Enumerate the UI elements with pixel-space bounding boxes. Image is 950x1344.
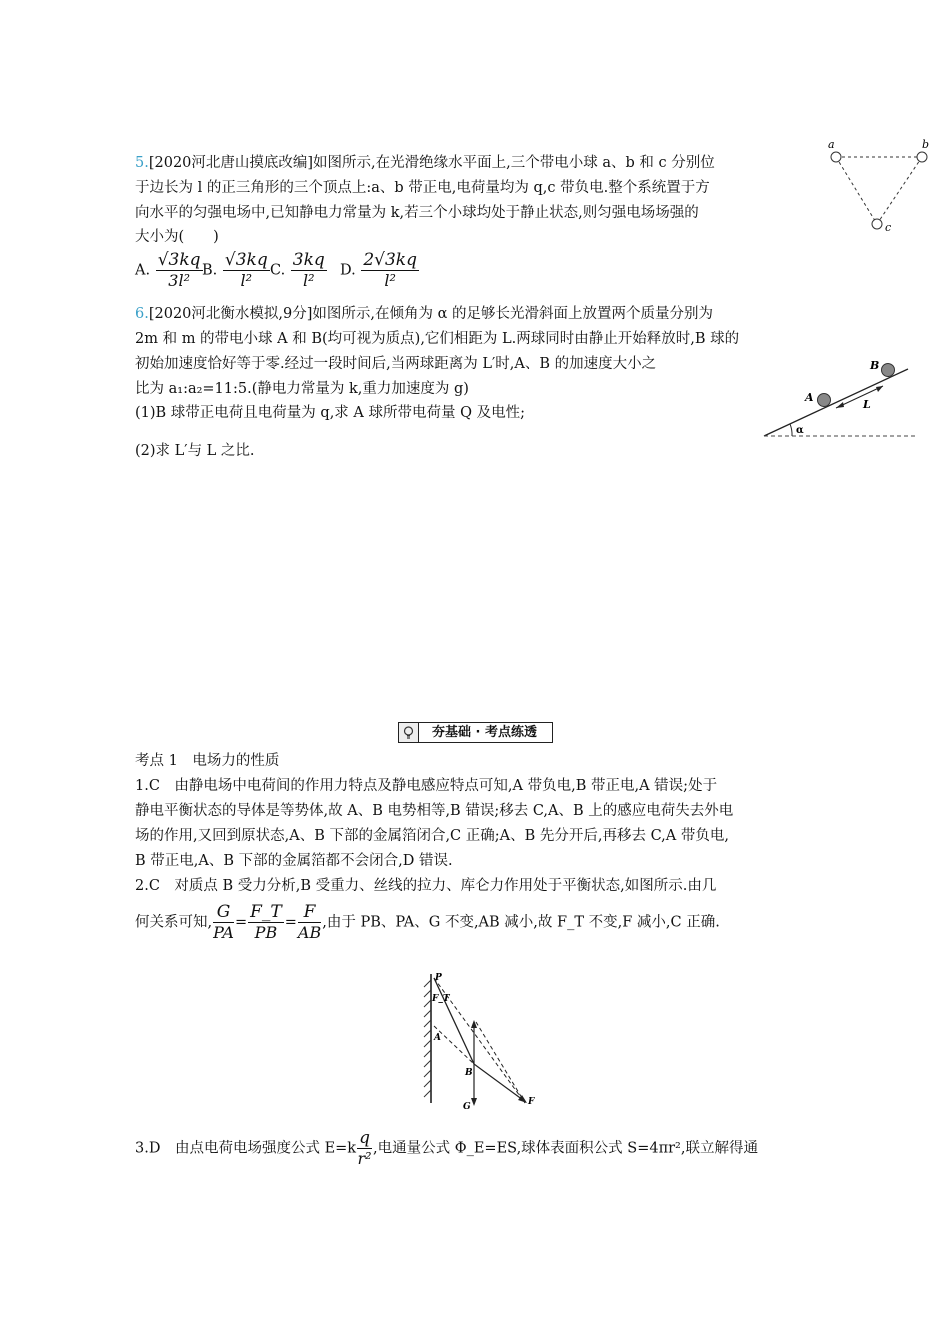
- force-diagram: [418, 968, 543, 1114]
- label-B-point: B: [465, 1068, 473, 1078]
- answer-1-line-4: B 带正电,A、B 下部的金属箔都不会闭合,D 错误.: [135, 853, 453, 869]
- q6-text-1: [2020河北衡水模拟,9分]如图所示,在倾角为 α 的足够长光滑斜面上放置两个质量分别为: [148, 306, 714, 322]
- q5-option-b: [202, 250, 271, 291]
- q6-incline-figure: [758, 352, 923, 442]
- label-alpha: α: [796, 425, 804, 436]
- option-d-fraction: [361, 250, 419, 291]
- q5-line-3: 向水平的匀强电场中,已知静电力常量为 k,若三个小球均处于静止状态,则匀强电场场强的: [135, 205, 699, 221]
- answer-1-line-3: 场的作用,又回到原状态,A、B 下部的金属箔闭合,C 正确;A、B 先分开后,再移去 C,A 带负电,: [135, 828, 729, 844]
- label-A: A: [805, 391, 814, 404]
- answer-2-line-1: 2.C 对质点 B 受力分析,B 受重力、丝线的拉力、库仑力作用处于平衡状态,如图所示.由几: [135, 878, 717, 894]
- fraction-f-numerator: F: [298, 902, 321, 923]
- ball-A: [818, 394, 831, 407]
- option-a-fraction: [156, 250, 203, 291]
- label-a: a: [828, 138, 835, 151]
- answer-3-suffix: ,电通量公式 Φ_E=ES,球体表面积公式 S=4πr²,联立解得通: [372, 1140, 758, 1157]
- option-b-denominator: l²: [240, 271, 253, 290]
- q5-option-c: [270, 250, 328, 291]
- answer-1-line-2: 静电平衡状态的导体是等势体,故 A、B 电势相等,B 错误;移去 C,A、B 上的感应电荷失去外电: [135, 803, 734, 819]
- q6-sub-2: (2)求 L′与 L 之比.: [135, 443, 255, 459]
- q5-text-1: [2020河北唐山摸底改编]如图所示,在光滑绝缘水平面上,三个带电小球 a、b 和 c 分别位: [148, 155, 715, 171]
- answers-heading: 考点 1 电场力的性质: [135, 753, 280, 769]
- q6-number: 6.: [135, 306, 149, 322]
- option-d-denominator: l²: [384, 271, 396, 290]
- label-b: b: [922, 138, 930, 151]
- option-b-fraction: [223, 250, 270, 291]
- label-B: B: [870, 359, 880, 372]
- section-banner: [398, 722, 553, 743]
- label-L: L: [863, 398, 871, 411]
- label-c: c: [885, 221, 892, 234]
- option-c-label: C.: [270, 262, 286, 279]
- q6-line-4: 比为 a₁:a₂=11:5.(静电力常量为 k,重力加速度为 g): [135, 381, 469, 397]
- fraction-q-numerator: q: [359, 1128, 370, 1148]
- q6-line-3: 初始加速度恰好等于零.经过一段时间后,当两球距离为 L′时,A、B 的加速度大小之: [135, 356, 657, 372]
- q5-option-d: [340, 250, 420, 291]
- q5-triangle-figure: [822, 136, 940, 236]
- lightbulb-icon: [399, 723, 419, 742]
- equals-sign-2: =: [284, 914, 297, 931]
- ball-a: [831, 152, 841, 162]
- fraction-ft-pb: [248, 902, 284, 943]
- answer-2-prefix: 何关系可知,: [135, 914, 213, 931]
- q5-line-1: [135, 153, 715, 173]
- answer-1-line-1: 1.C 由静电场中电荷间的作用力特点及静电感应特点可知,A 带负电,B 带正电,A 错误;处于: [135, 778, 718, 794]
- option-a-denominator: 3l²: [168, 271, 190, 290]
- q5-option-a: [135, 250, 204, 291]
- label-F: F: [528, 1097, 535, 1107]
- option-d-label: D.: [340, 262, 356, 279]
- option-a-label: A.: [135, 262, 151, 279]
- q5-line-2: 于边长为 l 的正三角形的三个顶点上:a、b 带正电,电荷量均为 q,c 带负电.整个系统置于方: [135, 180, 710, 196]
- banner-text: 夯基础 · 考点练透: [432, 725, 537, 740]
- option-b-numerator: √3kq: [224, 250, 268, 270]
- option-c-numerator: 3kq: [292, 250, 325, 270]
- equals-sign-1: =: [234, 914, 248, 931]
- ball-B: [882, 364, 895, 377]
- option-c-fraction: [291, 250, 327, 291]
- option-d-numerator: 2√3kq: [363, 250, 417, 270]
- fraction-ab-denominator: AB: [297, 923, 322, 942]
- ball-b: [917, 152, 927, 162]
- q5-number: 5.: [135, 155, 149, 171]
- answer-2-suffix: ,由于 PB、PA、G 不变,AB 减小,故 F_T 不变,F 减小,C 正确.: [322, 914, 720, 931]
- answer-3-prefix: 3.D 由点电荷电场强度公式 E=k: [135, 1140, 357, 1157]
- q6-line-1: [135, 304, 713, 324]
- q6-line-2: 2m 和 m 的带电小球 A 和 B(均可视为质点),它们相距为 L.两球同时由静止开始释放时,B 球的: [135, 331, 740, 347]
- q5-line-4: 大小为( ): [135, 229, 219, 245]
- fraction-ft-numerator: F_T: [250, 902, 282, 922]
- fraction-q-r2: [357, 1128, 372, 1169]
- answer-2-line-2: [135, 902, 720, 943]
- q6-sub-1: (1)B 球带正电荷且电荷量为 q,求 A 球所带电荷量 Q 及电性;: [135, 405, 525, 421]
- label-A-point: A: [434, 1033, 441, 1043]
- label-P: P: [435, 973, 442, 983]
- option-c-denominator: l²: [303, 271, 315, 290]
- fraction-g-pa: [213, 902, 234, 943]
- fraction-f-ab: [298, 902, 321, 943]
- option-a-numerator: √3kq: [157, 250, 201, 270]
- fraction-g-numerator: G: [213, 902, 234, 923]
- answer-3-line-1: [135, 1128, 758, 1169]
- fraction-r2-denominator: r²: [357, 1149, 372, 1168]
- label-G: G: [463, 1102, 471, 1112]
- option-b-label: B.: [202, 262, 218, 279]
- fraction-pa-denominator: PA: [213, 923, 234, 942]
- ball-c: [872, 219, 882, 229]
- label-FT: F_T: [432, 994, 450, 1004]
- fraction-pb-denominator: PB: [254, 923, 278, 942]
